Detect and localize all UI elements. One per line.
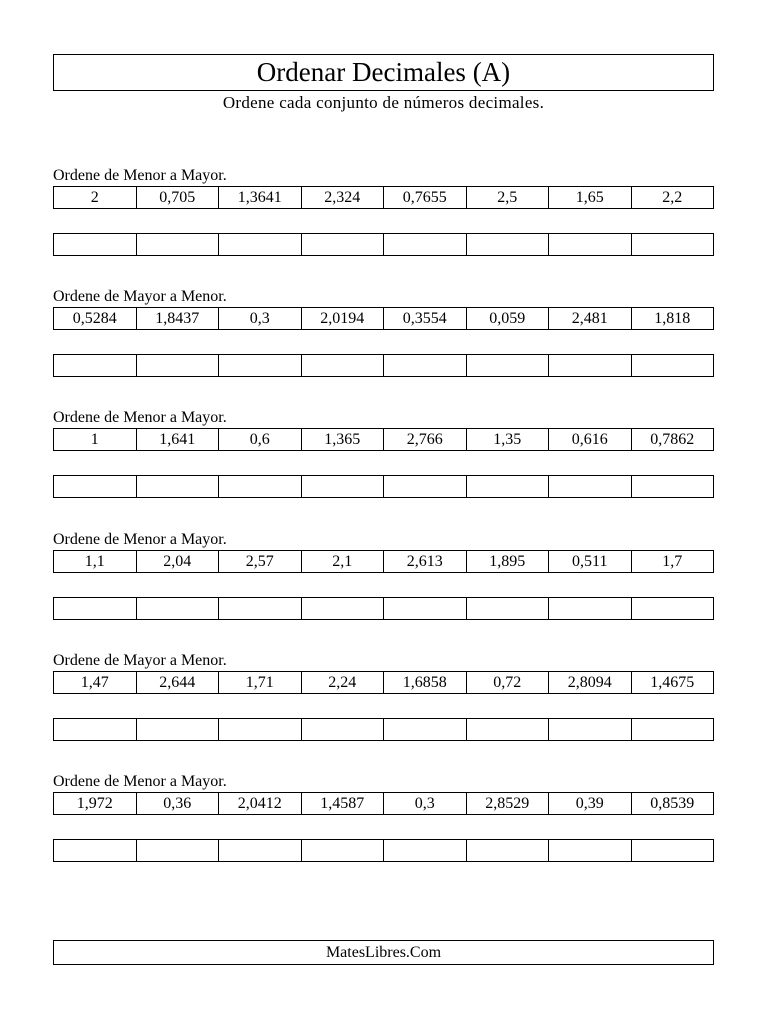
number-cell: 0,059 [467,308,550,329]
number-cell: 1,65 [549,187,632,208]
number-cell: 1,4587 [302,793,385,814]
number-cell: 2,644 [137,672,220,693]
answer-row [53,233,714,256]
number-cell: 2,04 [137,551,220,572]
answer-cell[interactable] [219,598,302,619]
answer-cell[interactable] [467,598,550,619]
number-cell: 0,3 [219,308,302,329]
numbers-row [53,307,714,330]
number-cell: 0,72 [467,672,550,693]
number-cell: 2,613 [384,551,467,572]
answer-cell[interactable] [54,355,137,376]
exercise-instruction: Ordene de Mayor a Menor. [53,652,227,669]
answer-row [53,718,714,741]
number-cell: 1,47 [54,672,137,693]
number-cell: 0,616 [549,429,632,450]
exercise-instruction: Ordene de Menor a Mayor. [53,167,227,184]
answer-cell[interactable] [137,719,220,740]
answer-cell[interactable] [219,840,302,861]
number-cell: 1,641 [137,429,220,450]
answer-cell[interactable] [302,476,385,497]
answer-cell[interactable] [302,840,385,861]
number-cell: 2,766 [384,429,467,450]
answer-cell[interactable] [54,840,137,861]
number-cell: 1,365 [302,429,385,450]
numbers-row [53,792,714,815]
answer-cell[interactable] [302,719,385,740]
number-cell: 1,972 [54,793,137,814]
answer-cell[interactable] [219,719,302,740]
answer-cell[interactable] [549,598,632,619]
answer-cell[interactable] [219,355,302,376]
number-cell: 1,818 [654,310,691,327]
footer-site-name[interactable]: MatesLibres.Com [53,940,714,965]
answer-cell[interactable] [219,234,302,255]
number-cell: 2,8529 [467,793,550,814]
number-cell: 1,1 [54,551,137,572]
numbers-row [53,186,714,209]
answer-cell[interactable] [549,840,632,861]
number-cell: 0,36 [137,793,220,814]
number-cell: 0,39 [549,793,632,814]
number-cell: 1,7 [662,553,683,570]
number-cell: 2 [54,187,137,208]
number-cell: 2,1 [302,551,385,572]
answer-row [53,597,714,620]
number-cell: 2,0194 [302,308,385,329]
number-cell: 2,0412 [219,793,302,814]
number-cell: 0,5284 [54,308,137,329]
exercise-instruction: Ordene de Menor a Mayor. [53,531,227,548]
number-cell: 1,3641 [219,187,302,208]
answer-cell[interactable] [54,598,137,619]
exercise-block [53,651,714,741]
answer-cell[interactable] [467,840,550,861]
answer-cell[interactable] [549,234,632,255]
answer-cell[interactable] [384,598,467,619]
numbers-row [53,428,714,451]
number-cell: 2,57 [219,551,302,572]
answer-cell[interactable] [137,234,220,255]
exercise-instruction: Ordene de Menor a Mayor. [53,409,227,426]
answer-cell[interactable] [632,355,714,376]
numbers-row [53,550,714,573]
exercise-block [53,166,714,256]
answer-cell[interactable] [137,355,220,376]
answer-cell[interactable] [302,234,385,255]
number-cell: 1,71 [219,672,302,693]
number-cell: 0,6 [219,429,302,450]
exercise-block [53,530,714,620]
number-cell: 2,481 [549,308,632,329]
exercise-block [53,408,714,498]
answer-cell[interactable] [302,598,385,619]
answer-cell[interactable] [302,355,385,376]
number-cell: 0,705 [137,187,220,208]
exercise-instruction: Ordene de Menor a Mayor. [53,773,227,790]
number-cell: 0,7655 [384,187,467,208]
answer-cell[interactable] [219,476,302,497]
worksheet-subtitle: Ordene cada conjunto de números decimales. [222,93,545,112]
answer-cell[interactable] [549,476,632,497]
number-cell: 0,3 [384,793,467,814]
answer-cell[interactable] [632,234,714,255]
answer-cell[interactable] [467,355,550,376]
answer-cell[interactable] [549,719,632,740]
number-cell: 1,6858 [384,672,467,693]
answer-cell[interactable] [137,476,220,497]
answer-cell[interactable] [632,840,714,861]
number-cell: 2,24 [302,672,385,693]
number-cell: 2,324 [302,187,385,208]
number-cell: 0,511 [549,551,632,572]
exercise-instruction: Ordene de Mayor a Menor. [53,288,227,305]
answer-cell[interactable] [54,719,137,740]
number-cell: 0,8539 [650,795,695,812]
answer-cell[interactable] [632,719,714,740]
answer-cell[interactable] [632,476,714,497]
answer-cell[interactable] [54,476,137,497]
exercise-block [53,772,714,862]
number-cell: 2,5 [467,187,550,208]
answer-row [53,475,714,498]
answer-cell[interactable] [384,840,467,861]
answer-cell[interactable] [467,476,550,497]
answer-cell[interactable] [467,234,550,255]
answer-cell[interactable] [384,719,467,740]
answer-cell[interactable] [384,355,467,376]
number-cell: 2,2 [662,189,683,206]
number-cell: 1,895 [467,551,550,572]
answer-cell[interactable] [54,234,137,255]
worksheet-title: Ordenar Decimales (A) [53,54,714,91]
answer-cell[interactable] [384,476,467,497]
numbers-row [53,671,714,694]
answer-cell[interactable] [384,234,467,255]
number-cell: 0,7862 [650,431,695,448]
exercise-block [53,287,714,377]
answer-cell[interactable] [137,840,220,861]
number-cell: 1,35 [467,429,550,450]
number-cell: 1,4675 [650,674,695,691]
number-cell: 1 [54,429,137,450]
number-cell: 1,8437 [137,308,220,329]
answer-cell[interactable] [549,355,632,376]
answer-cell[interactable] [467,719,550,740]
answer-row [53,839,714,862]
answer-cell[interactable] [632,598,714,619]
answer-cell[interactable] [137,598,220,619]
answer-row [53,354,714,377]
number-cell: 0,3554 [384,308,467,329]
number-cell: 2,8094 [549,672,632,693]
